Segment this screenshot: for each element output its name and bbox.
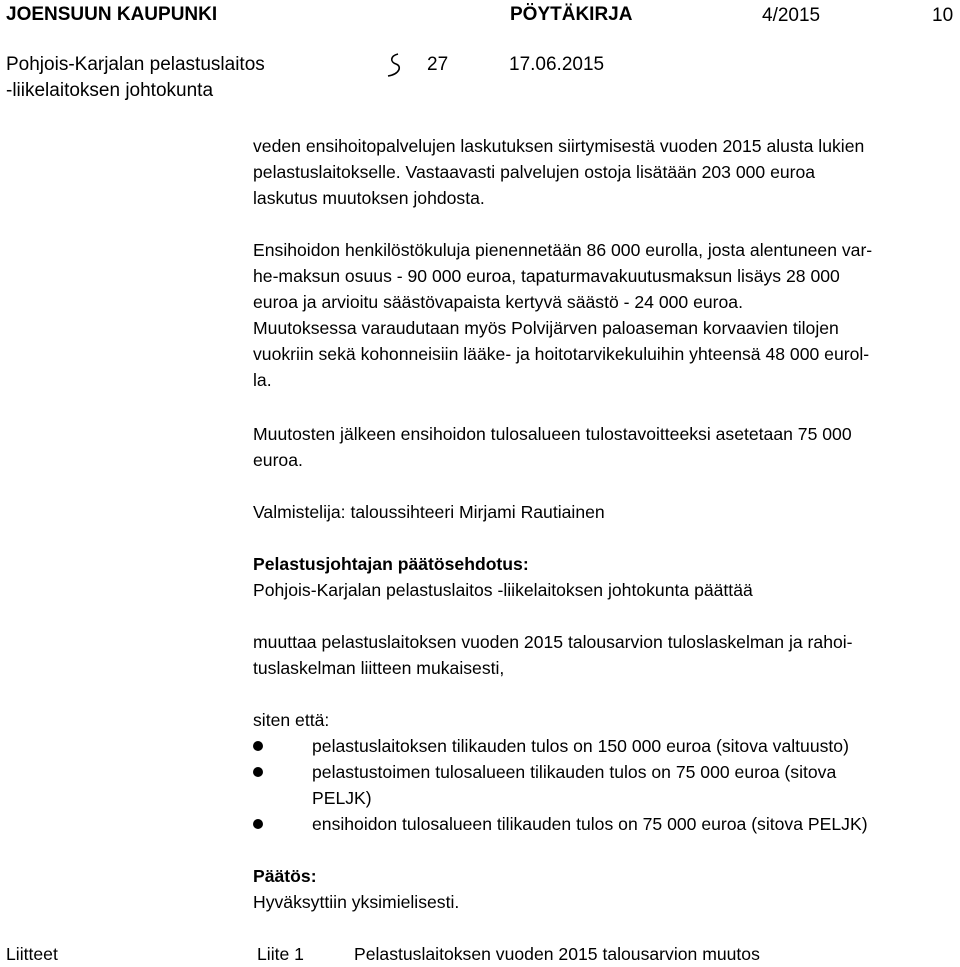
meeting-date: 17.06.2015 [509, 54, 605, 75]
bullet-item-line: PELJK) [312, 788, 372, 808]
bullet-item-line: pelastuslaitoksen tilikauden tulos on 150 000 euroa (sitova valtuusto) [312, 736, 849, 756]
decision-text: Hyväksyttiin yksimielisesti. [253, 892, 460, 912]
bullet-icon [253, 819, 263, 829]
body-name-line1: Pohjois-Karjalan pelastuslaitos [6, 54, 265, 75]
paragraph-line: pelastuslaitokselle. Vastaavasti palvelujen ostoja lisätään 203 000 euroa [253, 162, 816, 182]
page-number: 10 [932, 5, 954, 26]
paragraph-line: muuttaa pelastuslaitoksen vuoden 2015 talousarvion tuloslaskelman ja rahoi- [253, 632, 853, 652]
paragraph-line: he-maksun osuus - 90 000 euroa, tapaturmavakuutusmaksun lisäys 28 000 [253, 266, 840, 286]
decision-intro [253, 629, 853, 681]
paragraph-line: euroa. [253, 450, 303, 470]
section-number: 27 [427, 54, 449, 75]
paragraph-billing-transfer [253, 133, 864, 211]
document-type: PÖYTÄKIRJA [510, 4, 633, 25]
paragraph-line: Muutoksessa varaudutaan myös Polvijärven paloaseman korvaavien tilojen [253, 318, 839, 338]
paragraph-line: Ensihoidon henkilöstökuluja pienennetään 86 000 eurolla, josta alentuneen var- [253, 240, 873, 260]
proposal-heading: Pelastusjohtajan päätösehdotus: [253, 554, 529, 574]
bullet-item-line: ensihoidon tulosalueen tilikauden tulos on 75 000 euroa (sitova PELJK) [312, 814, 868, 834]
bullet-item-line: pelastustoimen tulosalueen tilikauden tulos on 75 000 euroa (sitova [312, 762, 837, 782]
section-sign-icon [384, 52, 402, 78]
paragraph-line: la. [253, 370, 272, 390]
bullet-icon [253, 767, 263, 777]
paragraph-line: laskutus muutoksen johdosta. [253, 188, 485, 208]
body-name-line2: -liikelaitoksen johtokunta [6, 80, 214, 101]
paragraph-personnel-costs [253, 237, 872, 393]
paragraph-line: euroa ja arvioitu säästövapaista kertyvä säästö - 24 000 euroa. [253, 292, 743, 312]
attachments-label: Liitteet [6, 944, 58, 964]
paragraph-line: Muutosten jälkeen ensihoidon tulosalueen tulostavoitteeksi asetetaan 75 000 [253, 424, 852, 444]
paragraph-line: tuslaskelman liitteen mukaisesti, [253, 658, 505, 678]
attachment-id: Liite 1 [257, 944, 304, 964]
siten-etta-label: siten että: [253, 710, 330, 730]
preparer-line: Valmistelija: taloussihteeri Mirjami Rautiainen [253, 502, 605, 522]
proposal-line: Pohjois-Karjalan pelastuslaitos -liikelaitoksen johtokunta päättää [253, 580, 753, 600]
attachment-title: Pelastuslaitoksen vuoden 2015 talousarvion muutos [354, 944, 760, 964]
decision-heading: Päätös: [253, 866, 317, 886]
paragraph-line: veden ensihoitopalvelujen laskutuksen siirtymisestä vuoden 2015 alusta lukien [253, 136, 865, 156]
paragraph-result-target [253, 421, 852, 473]
bullet-icon [253, 741, 263, 751]
organization-name: JOENSUUN KAUPUNKI [6, 4, 218, 25]
document-number: 4/2015 [762, 5, 821, 26]
paragraph-line: vuokriin sekä kohonneisiin lääke- ja hoitotarvikekuluihin yhteensä 48 000 eurol- [253, 344, 870, 364]
